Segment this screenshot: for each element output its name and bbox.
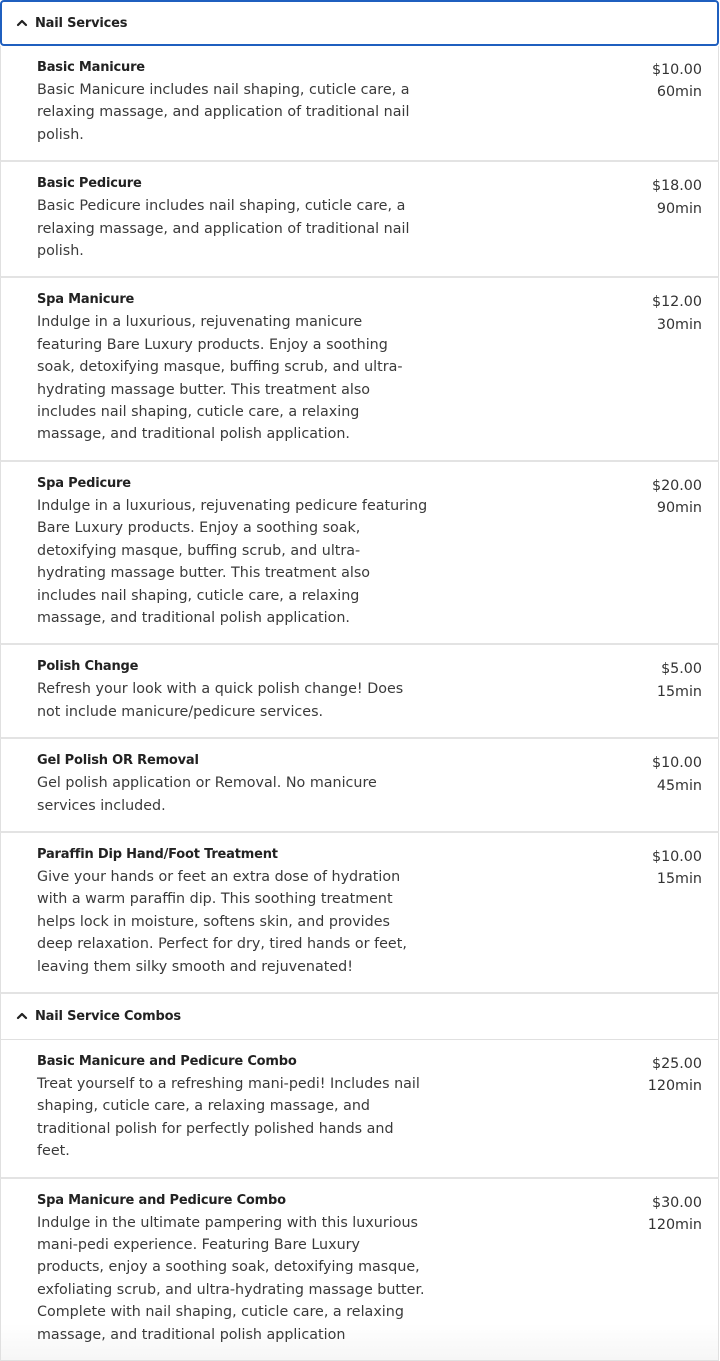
section-header-nail-services[interactable] [0,0,719,46]
service-name: Gel Polish OR Removal [37,753,199,769]
service-name: Paraffin Dip Hand/Foot Treatment [37,846,278,862]
service-price: $10.00 [651,62,702,78]
service-duration: 90min [656,500,702,517]
service-duration: 15min [656,683,702,700]
service-item[interactable] [0,162,719,278]
service-duration: 30min [656,316,702,333]
service-item[interactable] [0,739,719,833]
service-description: Treat yourself to a refreshing mani-pedi! Includes nail shaping, cuticle care, a relaxing massage, and traditional polish for perfectly polished hands and feet. [37,1075,420,1160]
service-price: $5.00 [661,661,702,678]
service-price: $20.00 [651,477,702,494]
service-description: Indulge in the ultimate pampering with this luxurious mani-pedi experience. Featuring Bare Luxury products, enjoy a soothing soak, detoxifying masque, exfoliating scrub, and ultra-hydrating massage butter. Complete with nail shaping, cuticle care, a relaxing massage, and traditional polish application [37,1214,425,1343]
service-item[interactable] [0,645,719,739]
service-item[interactable] [0,46,719,162]
service-duration: 90min [656,200,702,217]
service-description: Indulge in a luxurious, rejuvenating manicure featuring Bare Luxury products. Enjoy a soothing soak, detoxifying masque, buffing scrub, and ultra-hydrating massage butter. This treatment also includes nail shaping, cuticle care, a relaxing massage, and traditional polish application. [37,314,403,443]
service-duration: 45min [656,777,702,794]
service-name: Spa Pedicure [37,475,131,491]
service-description: Indulge in a luxurious, rejuvenating pedicure featuring Bare Luxury products. Enjoy a soothing soak, detoxifying masque, buffing scrub, and ultra-hydrating massage butter. This treatment also includes nail shaping, cuticle care, a relaxing massage, and traditional polish application. [37,497,428,626]
service-name: Basic Manicure and Pedicure Combo [37,1053,297,1069]
section-header-nail-service-combos[interactable] [0,994,719,1040]
service-item[interactable] [0,1040,719,1179]
service-name: Spa Manicure [37,292,135,308]
service-description: Basic Pedicure includes nail shaping, cuticle care, a relaxing massage, and application of traditional nail polish. [37,198,410,260]
service-name: Polish Change [37,659,139,675]
service-duration: 60min [656,84,702,101]
service-item[interactable] [0,833,719,994]
service-name: Spa Manicure and Pedicure Combo [37,1192,286,1208]
service-name: Basic Pedicure [37,176,142,192]
chevron-up-icon [15,1009,29,1023]
section-title: Nail Service Combos [35,1008,181,1024]
service-name: Basic Manicure [37,60,145,75]
service-duration: 15min [656,871,702,888]
service-price: $30.00 [651,1194,702,1211]
service-description: Give your hands or feet an extra dose of hydration with a warm paraffin dip. This soothing treatment helps lock in moisture, softens skin, and provides deep relaxation. Perfect for dry, tired hands or feet, leaving them silky smooth and rejuvenated! [37,868,407,975]
service-description: Basic Manicure includes nail shaping, cuticle care, a relaxing massage, and application of traditional nail polish. [37,82,410,143]
service-item[interactable] [0,278,719,461]
service-item[interactable] [0,1179,719,1361]
service-item[interactable] [0,462,719,645]
service-description: Refresh your look with a quick polish change! Does not include manicure/pedicure services. [37,681,404,720]
service-price: $25.00 [651,1055,702,1072]
service-price: $12.00 [651,294,702,311]
service-description: Gel polish application or Removal. No manicure services included. [37,775,377,814]
service-duration: 120min [647,1217,702,1233]
service-price: $10.00 [651,848,702,865]
service-duration: 120min [647,1078,702,1095]
chevron-up-icon [15,16,29,30]
service-price: $18.00 [651,178,702,195]
section-title: Nail Services [35,15,128,31]
service-price: $10.00 [651,755,702,772]
